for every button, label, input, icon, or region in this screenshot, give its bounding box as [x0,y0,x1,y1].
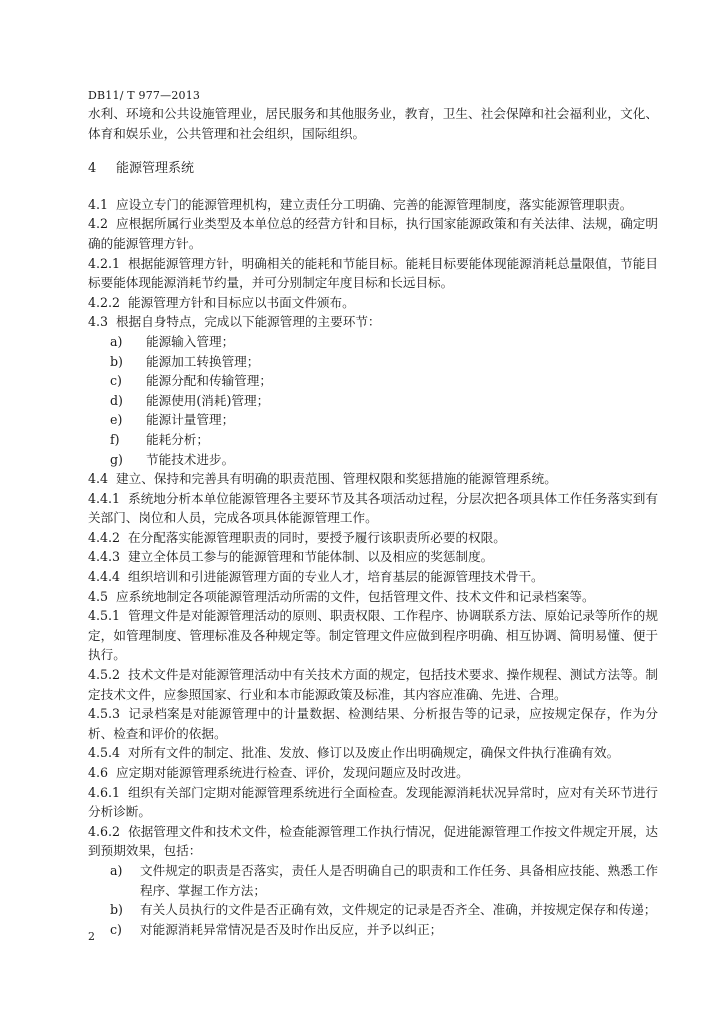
clause-4-3 [88,312,658,332]
clause-text: 应根据所属行业类型及本单位总的经营方针和目标，执行国家能源政策和有关法律、法规，确定明确的能源管理方针。 [88,216,658,251]
clause-number: 4.4.3 [88,549,121,565]
list-marker: a) [110,862,123,878]
list-4-6-2 [88,861,658,939]
clause-text: 技术文件是对能源管理活动中有关技术方面的规定，包括技术要求、操作规程、测试方法等。制定技术文件，应参照国家、行业和本市能源政策及标准，其内容应准确、先进、合理。 [88,667,658,702]
clause-number: 4.6 [88,765,109,780]
clause-text: 管理文件是对能源管理活动的原则、职责权限、工作程序、协调联系方法、原始记录等所作的规定，如管理制度、管理标准及各种规定等。制定管理文件应做到程序明确、相互协调、简明易懂、便于执行。 [88,608,658,663]
clause-number: 4.5.4 [88,745,121,761]
list-item [88,430,658,450]
list-4-3 [88,332,658,469]
clause-number: 4.4.4 [88,569,121,585]
clause-number: 4.2.2 [88,294,121,310]
clause-number: 4.5.3 [88,706,121,722]
clause-text: 组织有关部门定期对能源管理系统进行全面检查。发现能源消耗状况异常时，应对有关环节进行分析诊断。 [88,784,658,820]
chapter-heading [88,159,658,179]
list-marker: b) [110,353,123,369]
list-item-text: 能源分配和传输管理； [146,373,272,389]
clause-number: 4.2.1 [88,255,121,271]
clause-text: 记录档案是对能源管理中的计量数据、检测结果、分析报告等的记录，应按规定保存，作为分析、检查和评价的依据。 [88,706,658,741]
clause-text: 应设立专门的能源管理机构，建立责任分工明确、完善的能源管理制度，落实能源管理职责。 [116,196,633,212]
clause-number: 4.4 [88,471,109,487]
clause-4-5-1 [88,606,658,665]
clause-4-5-4 [88,743,658,763]
list-item-text: 能源加工转换管理； [146,353,260,369]
clause-4-4-4 [88,567,658,587]
chapter-title: 能源管理系统 [116,161,195,177]
list-marker: a) [110,333,123,349]
list-item [88,900,658,920]
list-item-text: 有关人员执行的文件是否正确有效，文件规定的记录是否齐全、准确，并按规定保存和传递； [140,902,657,918]
list-item [88,352,658,372]
clause-number: 4.4.2 [88,529,121,545]
clause-text: 应定期对能源管理系统进行检查、评价，发现问题应及时改进。 [116,765,469,780]
list-marker: g) [110,451,123,467]
clause-text: 根据能源管理方针，明确相关的能耗和节能目标。能耗目标要能体现能源消耗总量限值，节能目标要能体现能源消耗节约量，并可分别制定年度目标和长远目标。 [88,255,658,291]
clause-4-4-1 [88,489,658,528]
clause-text: 根据自身特点，完成以下能源管理的主要环节： [116,314,381,330]
clause-number: 4.5 [88,588,109,604]
clause-text: 对所有文件的制定、批准、发放、修订以及废止作出明确规定，确保文件执行准确有效。 [128,745,620,761]
page-number: 2 [88,930,95,943]
list-item-text: 能源输入管理； [146,333,235,349]
clause-4-4-2 [88,528,658,548]
list-marker: c) [110,373,122,389]
list-item-text: 能源使用(消耗)管理； [146,392,270,408]
clause-number: 4.3 [88,314,109,330]
clause-number: 4.4.1 [88,490,121,506]
chapter-number: 4 [88,161,97,177]
document-body [88,104,658,939]
list-item [88,861,658,900]
clause-text: 系统地分析本单位能源管理各主要环节及其各项活动过程，分层次把各项具体工作任务落实到有关部门、岗位和人员，完成各项具体能源管理工作。 [88,490,658,526]
list-item-text: 能源计量管理； [146,412,235,428]
clause-4-2-2 [88,293,658,313]
clause-text: 能源管理方针和目标应以书面文件颁布。 [128,294,355,310]
clause-4-6-2 [88,822,658,861]
clause-number: 4.5.1 [88,608,121,624]
clause-number: 4.5.2 [88,667,121,683]
list-item-text: 对能源消耗异常情况是否及时作出反应，并予以纠正； [140,921,443,937]
list-marker: e) [110,412,123,428]
clause-4-6 [88,763,658,783]
list-item [88,920,658,940]
list-item-text: 节能技术进步。 [146,451,235,467]
list-marker: b) [110,902,123,918]
clause-4-4-3 [88,547,658,567]
clause-number: 4.1 [88,196,109,212]
clause-text: 组织培训和引进能源管理方面的专业人才，培育基层的能源管理技术骨干。 [128,569,544,585]
intro-paragraph: 水利、环境和公共设施管理业，居民服务和其他服务业，教育，卫生、社会保障和社会福利业，文化、体育和娱乐业，公共管理和社会组织，国际组织。 [88,106,658,141]
list-item-text: 文件规定的职责是否落实，责任人是否明确自己的职责和工作任务、具备相应技能、熟悉工作程序、掌握工作方法； [140,862,658,898]
clause-number: 4.2 [88,216,109,232]
list-item [88,410,658,430]
clause-4-2-1 [88,254,658,293]
clause-4-1 [88,195,658,215]
clause-4-5-2 [88,665,658,704]
list-marker: f) [110,431,120,447]
list-item [88,332,658,352]
clause-4-5 [88,587,658,607]
clause-number: 4.6.2 [88,823,121,839]
clause-text: 应系统地制定各项能源管理活动所需的文件，包括管理文件、技术文件和记录档案等。 [116,588,595,604]
clause-4-2 [88,214,658,253]
clause-text: 建立全体员工参与的能源管理和节能体制、以及相应的奖惩制度。 [128,549,494,565]
clause-text: 建立、保持和完善具有明确的职责范围、管理权限和奖惩措施的能源管理系统。 [116,471,557,487]
list-marker: c) [110,921,122,937]
list-marker: d) [110,392,123,408]
list-item [88,371,658,391]
list-item-text: 能耗分析； [146,431,209,447]
standard-code-header: DB11/ T 977—2013 [88,89,201,102]
clause-4-6-1 [88,783,658,822]
list-item [88,450,658,470]
clause-text: 在分配落实能源管理职责的同时，要授予履行该职责所必要的权限。 [128,529,506,545]
clause-4-4 [88,469,658,489]
clause-number: 4.6.1 [88,784,121,800]
clause-text: 依据管理文件和技术文件，检查能源管理工作执行情况，促进能源管理工作按文件规定开展，达到预期效果，包括： [88,823,658,859]
clause-4-5-3 [88,704,658,743]
list-item [88,391,658,411]
